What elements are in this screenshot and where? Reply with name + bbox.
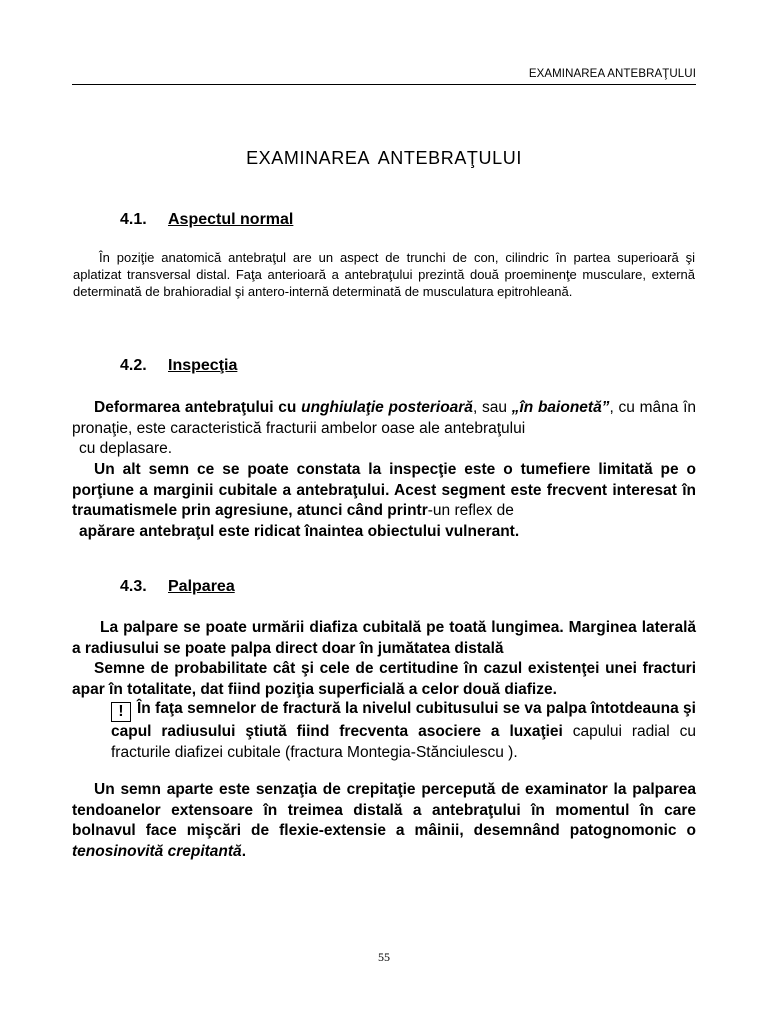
section-number: 4.3. [120,578,147,595]
section-number: 4.1. [120,211,147,228]
page-title: EXAMINAREA ANTEBRAŢULUI [246,148,522,168]
paragraph-palpare: La palpare se poate urmării diafiza cubitală pe toată lungimea. Marginea laterală a radiusului se poate palpa direct doar în jumătatea distală [72,619,696,657]
bullet-item-deformare: Deformarea antebraţului cu unghiulaţie posterioară, sau „în baionetă”, cu mâna în pronaţie, este caracteristică fracturii ambelor oase ale antebraţului cu deplasare. [72,399,696,457]
bullet-item-semne: Semne de probabilitate cât şi cele de certitudine în cazul existenţei unei fracturi apar în totalitate, dat fiind poziţia superficială a celor două diafize. [72,660,696,698]
header-rule [72,84,696,85]
section-title: Palparea [168,578,235,595]
page-number: 55 [378,950,390,964]
note-callout: ! În faţa semnelor de fractură la nivelul cubitusului se va palpa întotdeauna şi capul radiusului ştiută fiind frecventa asociere a luxaţiei capului radial cu fracturile diafizei cubitale (fractura Montegia-Stănciulescu ). [111,700,697,761]
section-heading-palparea [120,578,235,596]
bullet-item-tumefiere: Un alt semn ce se poate constata la inspecţie este o tumefiere limitată pe o porţiune a marginii cubitale a antebraţului. Acest segment este frecvent interesat în traumatismele prin agresiune, atunci când printr-un reflex de apărare antebraţul este ridicat înaintea obiectului vulnerant. [72,461,696,540]
section-number: 4.2. [120,357,147,374]
bullet-item-crepitatie: Un semn aparte este senzaţia de crepitaţie percepută de examinator la palparea tendoanelor extensoare în treimea distală a antebraţului în momentul în care bolnavul face mişcări de flexie-extensie a mâinii, desemnând patognomonic o tenosinovită crepitantă. [72,781,696,860]
section-heading-aspect [120,211,293,229]
section-title: Aspectul normal [168,211,294,228]
section-heading-inspectie [120,357,237,375]
exclamation-icon: ! [111,702,131,722]
section-title: Inspecţia [168,357,238,374]
running-header: EXAMINAREA ANTEBRAŢULUI [528,68,696,80]
paragraph-aspect [73,249,695,300]
paragraph-text: În poziţie anatomică antebraţul are un aspect de trunchi de con, cilindric în partea superioară şi aplatizat transversal distal. Faţa anterioară a antebraţului prezintă două proeminenţe musculare, externă determinată de brahioradial şi antero-internă determinată de musculatura epitrohleană. [73,250,695,299]
